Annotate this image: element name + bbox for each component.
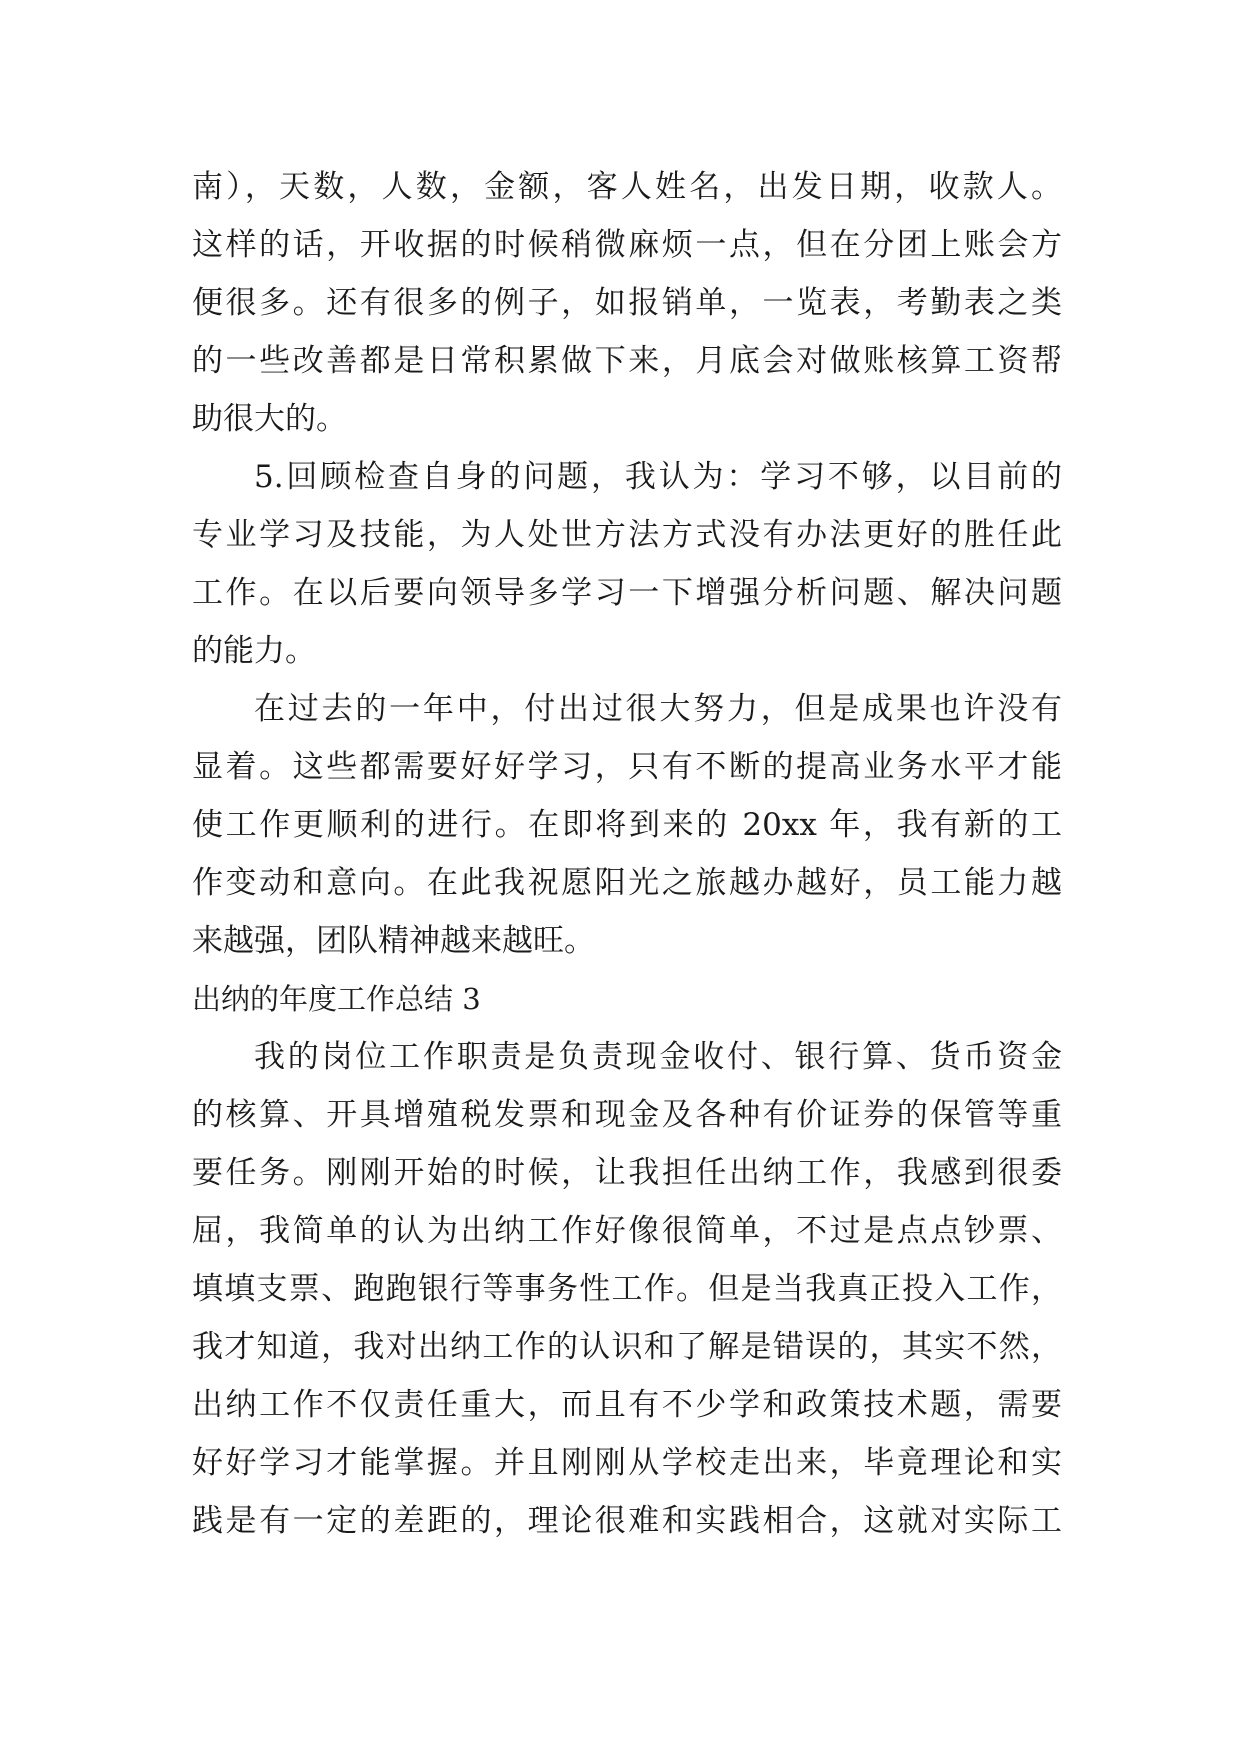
text-line-21: 我才知道，我对出纳工作的认识和了解是错误的，其实不然，	[192, 1329, 1062, 1365]
text-line-1: 南），天数，人数，金额，客人姓名，出发日期，收款人。	[192, 169, 1062, 205]
section-heading: 出纳的年度工作总结 3	[192, 982, 481, 1016]
text-line-7: 专业学习及技能，为人处世方法方式没有办法更好的胜任此	[192, 517, 1062, 553]
text-line-8: 工作。在以后要向领导多学习一下增强分析问题、解决问题	[192, 575, 1062, 611]
text-line-17: 的核算、开具增殖税发票和现金及各种有价证券的保管等重	[192, 1097, 1062, 1133]
paragraph-start-summary: 在过去的一年中，付出过很大努力，但是成果也许没有	[254, 691, 1062, 727]
text-line-23: 好好学习才能掌握。并且刚刚从学校走出来，毕竟理论和实	[192, 1445, 1062, 1481]
text-line-12: 使工作更顺利的进行。在即将到来的 20xx 年，我有新的工	[192, 807, 1062, 843]
text-line-4: 的一些改善都是日常积累做下来，月底会对做账核算工资帮	[192, 343, 1062, 379]
text-line-2: 这样的话，开收据的时候稍微麻烦一点，但在分团上账会方	[192, 227, 1062, 263]
text-line-13: 作变动和意向。在此我祝愿阳光之旅越办越好，员工能力越	[192, 865, 1062, 901]
paragraph-start-duties: 我的岗位工作职责是负责现金收付、银行算、货币资金	[254, 1039, 1062, 1075]
text-line-18: 要任务。刚刚开始的时候，让我担任出纳工作，我感到很委	[192, 1155, 1062, 1191]
text-line-11: 显着。这些都需要好好学习，只有不断的提高业务水平才能	[192, 749, 1062, 785]
text-line-19: 屈，我简单的认为出纳工作好像很简单，不过是点点钞票、	[192, 1213, 1062, 1249]
text-line-14: 来越强，团队精神越来越旺。	[192, 923, 595, 959]
text-line-5: 助很大的。	[192, 401, 347, 437]
text-line-22: 出纳工作不仅责任重大，而且有不少学和政策技术题，需要	[192, 1387, 1062, 1423]
text-line-9: 的能力。	[192, 633, 316, 669]
paragraph-start-5: 5.回顾检查自身的问题，我认为：学习不够，以目前的	[254, 459, 1062, 495]
text-line-24: 践是有一定的差距的，理论很难和实践相合，这就对实际工	[192, 1503, 1062, 1539]
text-line-20: 填填支票、跑跑银行等事务性工作。但是当我真正投入工作，	[192, 1271, 1062, 1307]
text-line-3: 便很多。还有很多的例子，如报销单，一览表，考勤表之类	[192, 285, 1062, 321]
